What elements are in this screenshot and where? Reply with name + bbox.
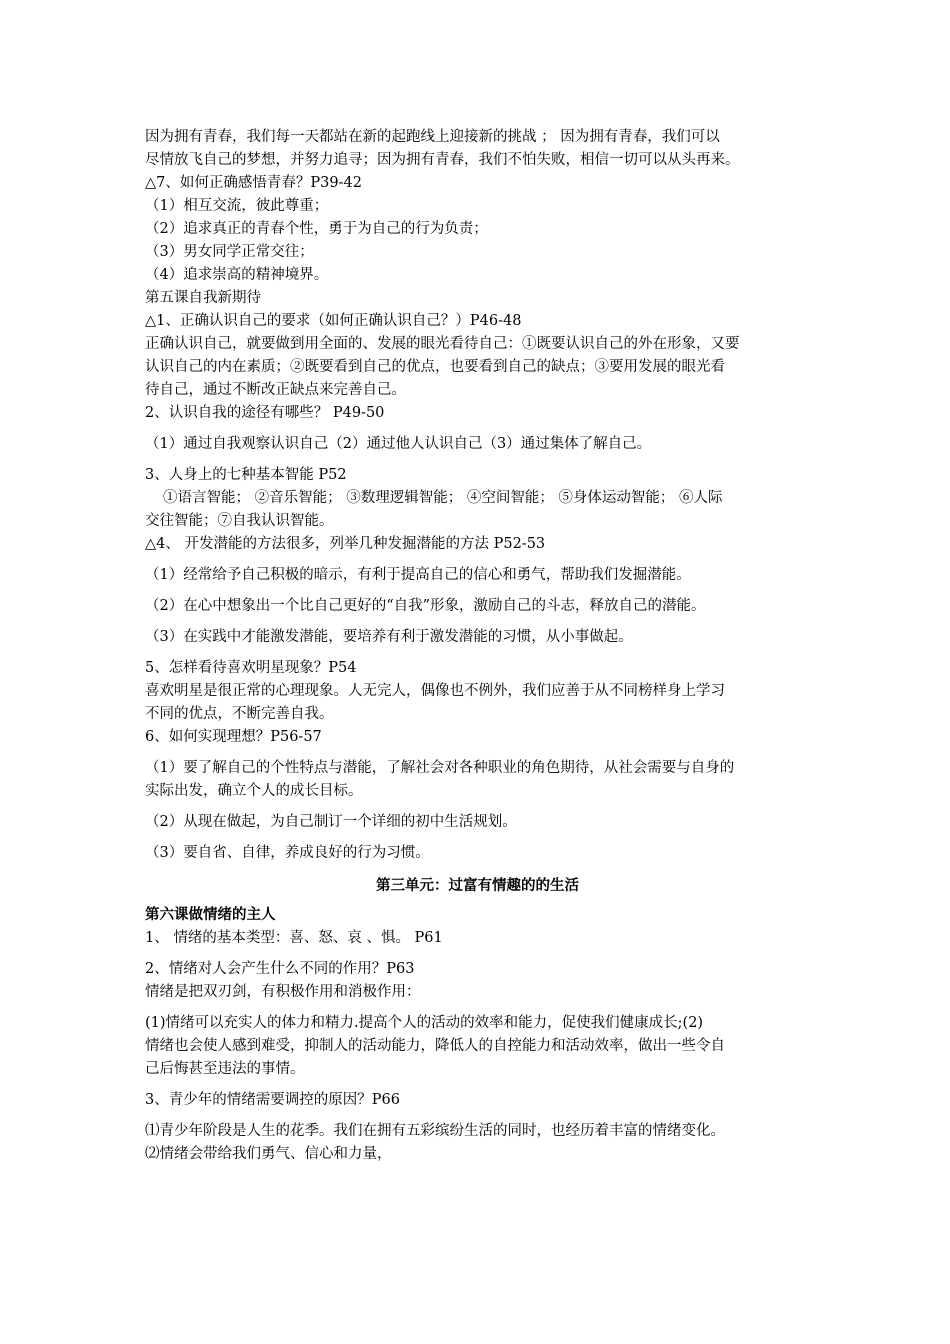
list-item: 实际出发，确立个人的成长目标。 [145,783,363,799]
list-item: （1）通过自我观察认识自己（2）通过他人认识自己（3）通过集体了解自己。 [145,436,652,452]
paragraph-line: 己后悔甚至违法的事情。 [145,1061,305,1077]
list-item: （3）要自省、自律，养成良好的行为习惯。 [145,845,430,861]
list-item: （1）要了解自己的个性特点与潜能，了解社会对各种职业的角色期待，从社会需要与自身的 [145,760,735,776]
lesson-title: 第五课自我新期待 [145,290,261,306]
list-item: 交往智能；⑦自我认识智能。 [145,513,334,529]
question-heading: 3、人身上的七种基本智能 P52 [145,467,347,483]
paragraph-line: 情绪是把双刃剑，有积极作用和消极作用： [145,984,421,1000]
list-item: （2）在心中想象出一个比自己更好的“自我”形象，激励自己的斗志，释放自己的潜能。 [145,598,706,614]
question-heading: 3、青少年的情绪需要调控的原因？P66 [145,1092,400,1108]
question-heading: 5、怎样看待喜欢明星现象？P54 [145,660,357,676]
list-item: （1）经常给予自己积极的暗示，有利于提高自己的信心和勇气，帮助我们发掘潜能。 [145,567,691,583]
question-heading: 6、如何实现理想？P56-57 [145,729,322,745]
question-heading: △4、 开发潜能的方法很多，列举几种发掘潜能的方法 P52-53 [145,536,546,552]
question-heading: 2、认识自我的途径有哪些？ P49-50 [145,405,385,421]
question-heading: 2、情绪对人会产生什么不同的作用？P63 [145,961,415,977]
paragraph-line: (1)情绪可以充实人的体力和精力.提高个人的活动的效率和能力，促使我们健康成长;(2) [145,1015,704,1031]
list-item: ⑵情绪会带给我们勇气、信心和力量， [145,1146,392,1162]
list-item: （3）在实践中才能激发潜能，要培养有利于激发潜能的习惯，从小事做起。 [145,629,633,645]
paragraph-line: 因为拥有青春，我们每一天都站在新的起跑线上迎接新的挑战 ； 因为拥有青春，我们可以 [145,129,720,145]
paragraph-line: 不同的优点，不断完善自我。 [145,706,334,722]
paragraph-line: 正确认识自己，就要做到用全面的、发展的眼光看待自己：①既要认识自己的外在形象，又要 [145,336,740,352]
list-item: ①语言智能； ②音乐智能； ③数理逻辑智能； ④空间智能； ⑤身体运动智能； ⑥人际 [163,490,723,506]
paragraph-line: 喜欢明星是很正常的心理现象。人无完人，偶像也不例外，我们应善于从不同榜样身上学习 [145,683,725,699]
list-item: （4）追求崇高的精神境界。 [145,267,329,283]
list-item: （2）从现在做起，为自己制订一个详细的初中生活规划。 [145,814,517,830]
question-heading: 1、 情绪的基本类型：喜、怒、哀 、惧。 P61 [145,930,443,946]
lesson-title: 第六课做情绪的主人 [145,907,276,923]
list-item: （2）追求真正的青春个性，勇于为自己的行为负责； [145,221,488,237]
list-item: （1）相互交流，彼此尊重； [145,198,329,214]
question-heading: △1、正确认识自己的要求（如何正确认识自己？）P46-48 [145,313,522,329]
document-page [145,126,810,1166]
list-item: （3）男女同学正常交往； [145,244,314,260]
paragraph-line: 尽情放飞自己的梦想，并努力追寻；因为拥有青春，我们不怕失败，相信一切可以从头再来。 [145,152,740,168]
paragraph-line: 情绪也会使人感到难受，抑制人的活动能力，降低人的自控能力和活动效率，做出一些令自 [145,1038,725,1054]
paragraph-line: 待自己，通过不断改正缺点来完善自己。 [145,382,406,398]
paragraph-line: 认识自己的内在素质；②既要看到自己的优点，也要看到自己的缺点；③要用发展的眼光看 [145,359,725,375]
unit-title: 第三单元：过富有情趣的的生活 [376,878,579,894]
question-heading: △7、如何正确感悟青春？P39-42 [145,175,362,191]
list-item: ⑴青少年阶段是人生的花季。我们在拥有五彩缤纷生活的同时，也经历着丰富的情绪变化。 [145,1123,725,1139]
